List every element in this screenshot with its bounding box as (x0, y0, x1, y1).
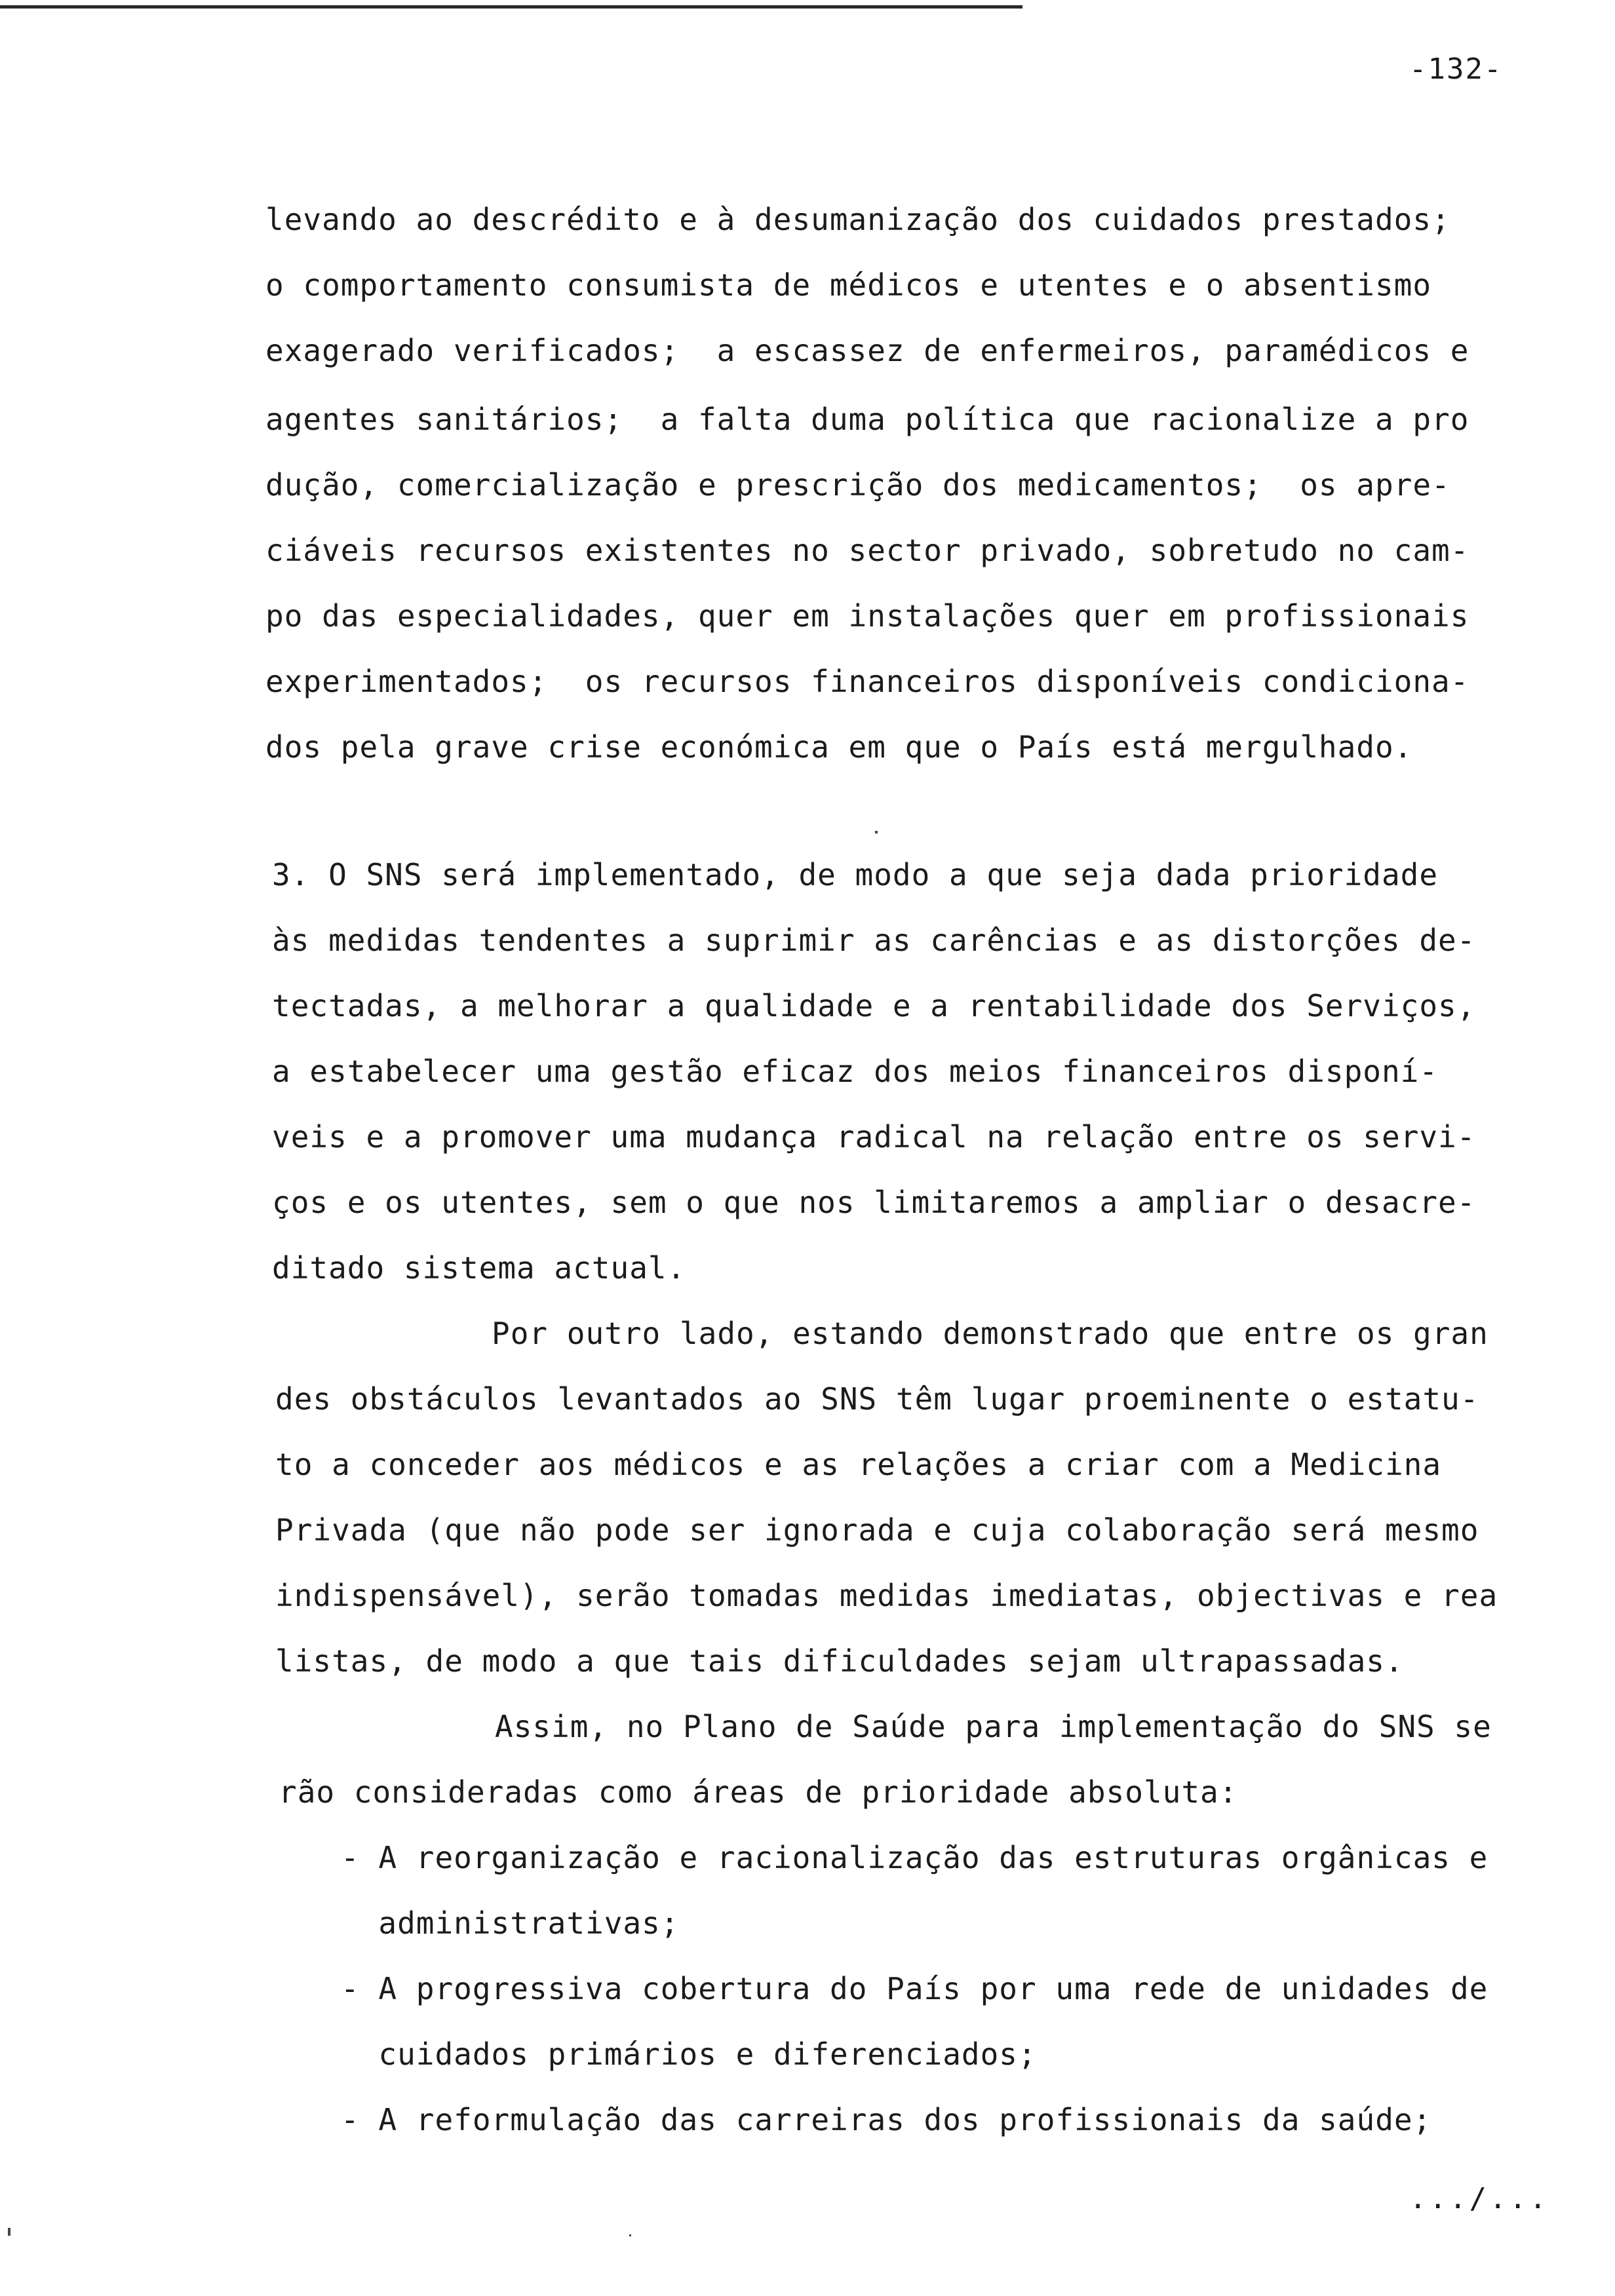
text-line: a estabelecer uma gestão eficaz dos meios financeiros disponí- (272, 1054, 1439, 1089)
text-line: listas, de modo a que tais dificuldades sejam ultrapassadas. (275, 1643, 1404, 1679)
text-line: Privada (que não pode ser ignorada e cuja colaboração será mesmo (275, 1512, 1479, 1548)
text-line: 3. O SNS será implementado, de modo a que seja dada prioridade (272, 857, 1439, 892)
text-line: Por outro lado, estando demonstrado que entre os gran (492, 1316, 1489, 1351)
list-item: administrativas; (341, 1905, 680, 1941)
list-item: cuidados primários e diferenciados; (341, 2037, 1037, 2072)
text-line: ços e os utentes, sem o que nos limitaremos a ampliar o desacre- (272, 1185, 1476, 1220)
text-line: indispensável), serão tomadas medidas imediatas, objectivas e rea (275, 1578, 1498, 1613)
list-item: - A reorganização e racionalização das estruturas orgânicas e (341, 1840, 1489, 1875)
text-line: às medidas tendentes a suprimir as carências e as distorções de- (272, 923, 1476, 958)
text-line: des obstáculos levantados ao SNS têm lugar proeminente o estatu- (275, 1381, 1479, 1417)
list-item: - A progressiva cobertura do País por uma rede de unidades de (341, 1971, 1489, 2006)
text-line: Assim, no Plano de Saúde para implementação do SNS se (495, 1709, 1492, 1744)
text-line: dução, comercialização e prescrição dos medicamentos; os apre- (265, 467, 1450, 503)
text-line: o comportamento consumista de médicos e utentes e o absentismo (265, 267, 1432, 303)
text-line: veis e a promover uma mudança radical na relação entre os servi- (272, 1119, 1476, 1155)
text-line: experimentados; os recursos financeiros disponíveis condiciona- (265, 664, 1469, 699)
text-line: dos pela grave crise económica em que o País está mergulhado. (265, 729, 1413, 765)
page-number: -132- (1409, 52, 1503, 86)
top-rule (0, 5, 1022, 9)
continuation-mark: .../... (1409, 2182, 1549, 2215)
list-item: - A reformulação das carreiras dos profissionais da saúde; (341, 2102, 1432, 2137)
scan-speck (8, 2228, 10, 2236)
text-line: to a conceder aos médicos e as relações a criar com a Medicina (275, 1447, 1442, 1482)
text-line: levando ao descrédito e à desumanização dos cuidados prestados; (265, 202, 1450, 237)
scan-speck (629, 2234, 631, 2236)
text-line: exagerado verificados; a escassez de enfermeiros, paramédicos e (265, 333, 1469, 368)
text-line: ciáveis recursos existentes no sector privado, sobretudo no cam- (265, 533, 1469, 568)
text-line: po das especialidades, quer em instalações quer em profissionais (265, 598, 1469, 634)
text-line: ditado sistema actual. (272, 1250, 686, 1286)
text-line: rão consideradas como áreas de prioridade absoluta: (279, 1774, 1238, 1810)
text-line: agentes sanitários; a falta duma política que racionalize a pro (265, 402, 1469, 437)
scan-speck (875, 831, 878, 833)
text-line: tectadas, a melhorar a qualidade e a rentabilidade dos Serviços, (272, 988, 1476, 1024)
